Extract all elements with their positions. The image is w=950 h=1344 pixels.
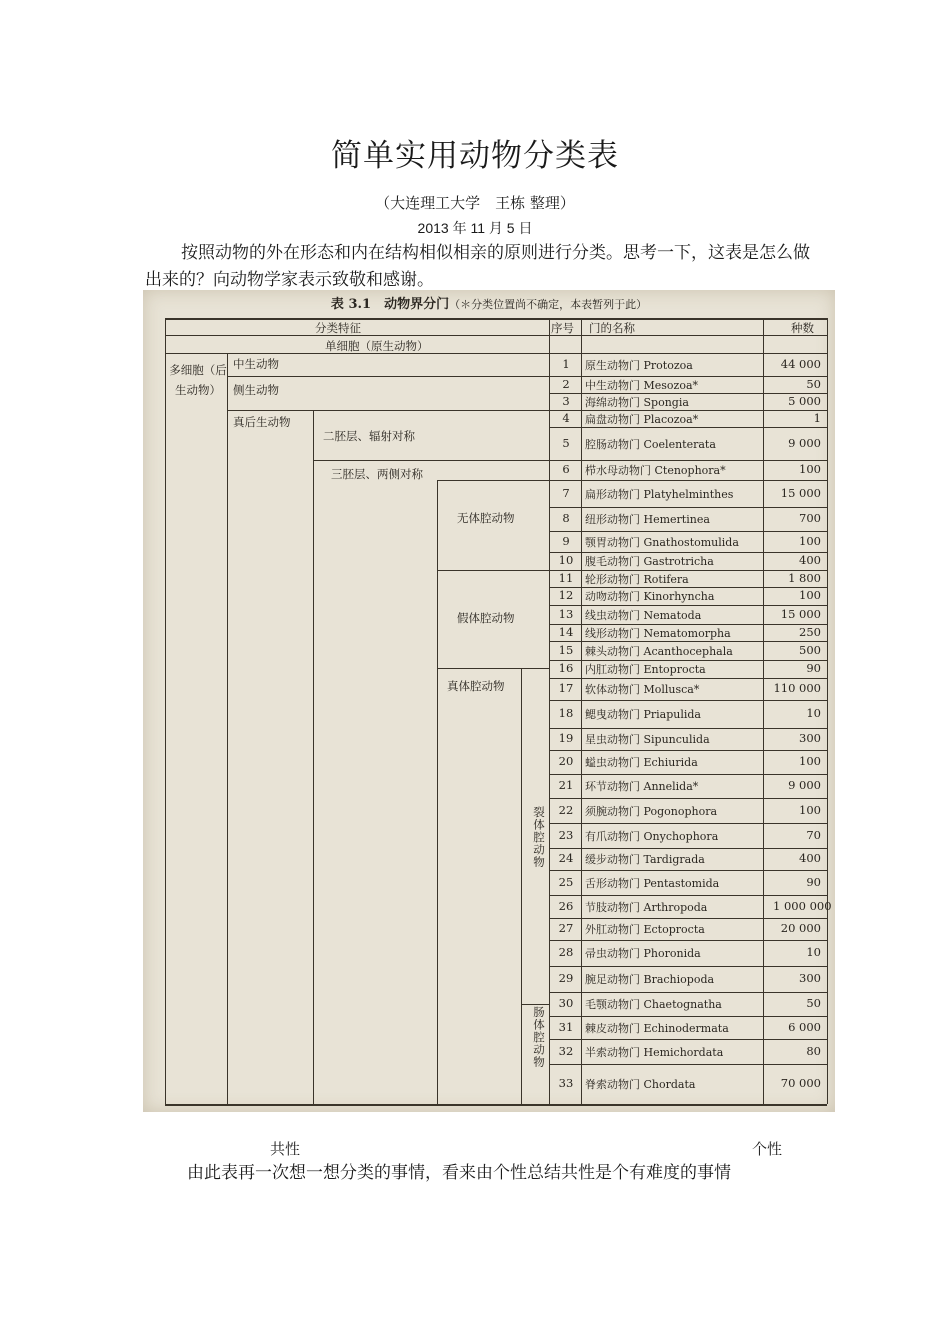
row-species-count: 400 (799, 851, 821, 865)
row-phylum-name: 环节动物门 Annelida* (585, 780, 699, 793)
row-species-count: 300 (799, 971, 821, 985)
row-phylum-name: 线形动物门 Nematomorpha (585, 626, 731, 640)
row-species-count: 300 (799, 731, 821, 745)
row-phylum-name: 内肛动物门 Entoprocta (585, 663, 706, 676)
row-seq: 9 (562, 533, 570, 548)
row-phylum-name: 动吻动物门 Kinorhyncha (585, 590, 715, 603)
row-phylum-name: 舌形动物门 Pentastomida (585, 876, 720, 890)
row-species-count: 5 000 (788, 393, 821, 408)
row-species-count: 500 (799, 642, 821, 657)
row-species-count: 9 000 (788, 778, 821, 792)
group-pseudocoelomate: 假体腔动物 (457, 611, 515, 625)
row-seq: 30 (558, 996, 574, 1010)
row-phylum-name: 腕足动物门 Brachiopoda (585, 973, 715, 986)
row-seq: 6 (562, 462, 570, 476)
row-phylum-name: 脊索动物门 Chordata (585, 1078, 696, 1091)
group-parazoa: 侧生动物 (233, 383, 279, 397)
header-seq: 序号 (551, 321, 574, 335)
row-phylum-name: 节肢动物门 Arthropoda (585, 900, 708, 914)
row-seq: 12 (558, 588, 574, 602)
row-seq: 5 (562, 435, 570, 450)
date-line: 2013 年 11 月 5 日 (417, 220, 533, 236)
group-mesozoa: 中生动物 (233, 357, 279, 371)
row-phylum-name: 棘皮动物门 Echinodermata (585, 1021, 729, 1035)
row-seq: 10 (558, 553, 574, 567)
row-species-count: 90 (806, 874, 821, 889)
footer-individual-label: 个性 (752, 1140, 783, 1158)
row-phylum-name: 鳃曳动物门 Priapulida (585, 708, 701, 721)
row-seq: 15 (558, 642, 574, 657)
row-species-count: 400 (799, 553, 821, 567)
row-seq: 22 (558, 802, 574, 817)
row-species-count: 10 (806, 945, 821, 959)
row-phylum-name: 腔肠动物门 Coelenterata (585, 437, 716, 451)
row-species-count: 15 000 (780, 606, 821, 621)
row-phylum-name: 扁形动物门 Platyhelminthes (585, 487, 734, 501)
group-unicellular: 单细胞（原生动物） (325, 339, 429, 353)
row-species-count: 70 (806, 827, 821, 842)
row-species-count: 50 (806, 996, 821, 1010)
row-seq: 28 (558, 945, 574, 959)
phylum-table (165, 318, 832, 1104)
group-coelomate: 真体腔动物 (447, 679, 505, 693)
row-seq: 7 (562, 485, 570, 500)
row-seq: 25 (558, 874, 574, 889)
row-seq: 8 (562, 511, 570, 525)
intro-paragraph: 按照动物的外在形态和内在结构相似相亲的原则进行分类。思考一下，这表是怎么做出来的？向动物学家表示致敬和感谢。 (145, 243, 810, 290)
row-seq: 4 (562, 410, 570, 425)
row-phylum-name: 海绵动物门 Spongia (585, 395, 689, 409)
row-seq: 19 (558, 731, 574, 745)
row-species-count: 250 (799, 624, 821, 639)
group-multicellular: 多细胞（后生动物） (169, 363, 227, 397)
row-species-count: 20 000 (780, 921, 821, 935)
group-schizocoel: 裂体腔动物 (532, 806, 546, 869)
row-species-count: 70 000 (780, 1076, 821, 1090)
row-species-count: 100 (799, 462, 821, 476)
row-species-count: 700 (799, 511, 821, 525)
row-species-count: 100 (799, 588, 821, 602)
author-line: （大连理工大学 王栋 整理） (375, 194, 575, 212)
row-species-count: 1 (813, 410, 821, 425)
row-phylum-name: 棘头动物门 Acanthocephala (585, 644, 733, 658)
row-seq: 33 (558, 1076, 574, 1090)
row-phylum-name: 颚胃动物门 Gnathostomulida (585, 535, 739, 549)
row-species-count: 1 000 000 (773, 898, 832, 913)
row-seq: 3 (562, 393, 570, 408)
row-phylum-name: 帚虫动物门 Phoronida (585, 947, 701, 960)
row-species-count: 100 (799, 533, 821, 548)
row-phylum-name: 须腕动物门 Pogonophora (585, 804, 718, 818)
row-seq: 18 (558, 706, 574, 720)
header-species: 种数 (791, 321, 814, 335)
scanned-table-image (143, 290, 835, 1112)
row-seq: 21 (558, 778, 574, 792)
row-species-count: 90 (806, 661, 821, 675)
caption-title: 表 3.1 动物界分门 (330, 297, 450, 312)
group-diploblastic: 二胚层、辐射对称 (323, 429, 415, 443)
row-phylum-name: 螠虫动物门 Echiurida (585, 756, 698, 769)
row-seq: 23 (558, 827, 574, 842)
row-phylum-name: 有爪动物门 Onychophora (585, 829, 719, 843)
header-feature: 分类特征 (315, 321, 361, 335)
group-triploblastic: 三胚层、两侧对称 (331, 467, 423, 481)
row-seq: 27 (558, 921, 574, 935)
closing-paragraph: 由此表再一次想一想分类的事情，看来由个性总结共性是个有难度的事情 (187, 1163, 731, 1183)
row-species-count: 9 000 (788, 435, 821, 450)
row-phylum-name: 纽形动物门 Hemertinea (585, 513, 710, 526)
row-species-count: 80 (806, 1043, 821, 1058)
group-enterocoel: 肠体腔动物 (532, 1006, 546, 1069)
footer-common-label: 共性 (270, 1140, 301, 1158)
row-species-count: 50 (806, 376, 821, 391)
group-eumetazoa: 真后生动物 (233, 415, 291, 429)
row-phylum-name: 外肛动物门 Ectoprocta (585, 923, 705, 936)
row-phylum-name: 软体动物门 Mollusca* (585, 683, 700, 696)
row-seq: 16 (558, 661, 574, 675)
row-phylum-name: 中生动物门 Mesozoa* (585, 378, 699, 392)
caption-note: （＊分类位置尚不确定，本表暂列于此） (449, 298, 648, 311)
row-species-count: 1 800 (788, 570, 821, 585)
row-phylum-name: 缓步动物门 Tardigrada (585, 853, 705, 866)
row-species-count: 6 000 (788, 1019, 821, 1034)
row-phylum-name: 毛颚动物门 Chaetognatha (585, 998, 722, 1011)
row-phylum-name: 轮形动物门 Rotifera (585, 572, 689, 586)
row-species-count: 10 (806, 706, 821, 720)
row-phylum-name: 扁盘动物门 Placozoa* (585, 412, 699, 426)
row-seq: 1 (562, 356, 570, 371)
row-seq: 13 (558, 606, 574, 621)
row-species-count: 100 (799, 802, 821, 817)
row-species-count: 15 000 (780, 485, 821, 500)
row-seq: 29 (558, 971, 574, 985)
row-species-count: 44 000 (780, 356, 821, 371)
row-seq: 14 (558, 624, 574, 639)
row-seq: 20 (558, 754, 574, 768)
row-phylum-name: 半索动物门 Hemichordata (585, 1045, 724, 1059)
row-seq: 11 (558, 570, 574, 585)
row-seq: 32 (558, 1043, 574, 1058)
row-seq: 24 (558, 851, 574, 865)
row-species-count: 110 000 (773, 681, 821, 695)
group-acoelomate: 无体腔动物 (457, 511, 515, 525)
row-seq: 31 (558, 1019, 574, 1034)
row-phylum-name: 栉水母动物门 Ctenophora* (585, 464, 726, 477)
header-phylum: 门的名称 (589, 321, 635, 335)
row-phylum-name: 线虫动物门 Nematoda (585, 608, 702, 622)
page-title: 简单实用动物分类表 (331, 138, 619, 174)
row-species-count: 100 (799, 754, 821, 768)
row-phylum-name: 原生动物门 Protozoa (585, 358, 693, 372)
row-seq: 2 (562, 376, 570, 391)
row-phylum-name: 星虫动物门 Sipunculida (585, 733, 710, 746)
row-seq: 17 (558, 681, 574, 695)
row-seq: 26 (558, 898, 574, 913)
row-phylum-name: 腹毛动物门 Gastrotricha (585, 555, 714, 568)
table-caption (143, 293, 835, 312)
